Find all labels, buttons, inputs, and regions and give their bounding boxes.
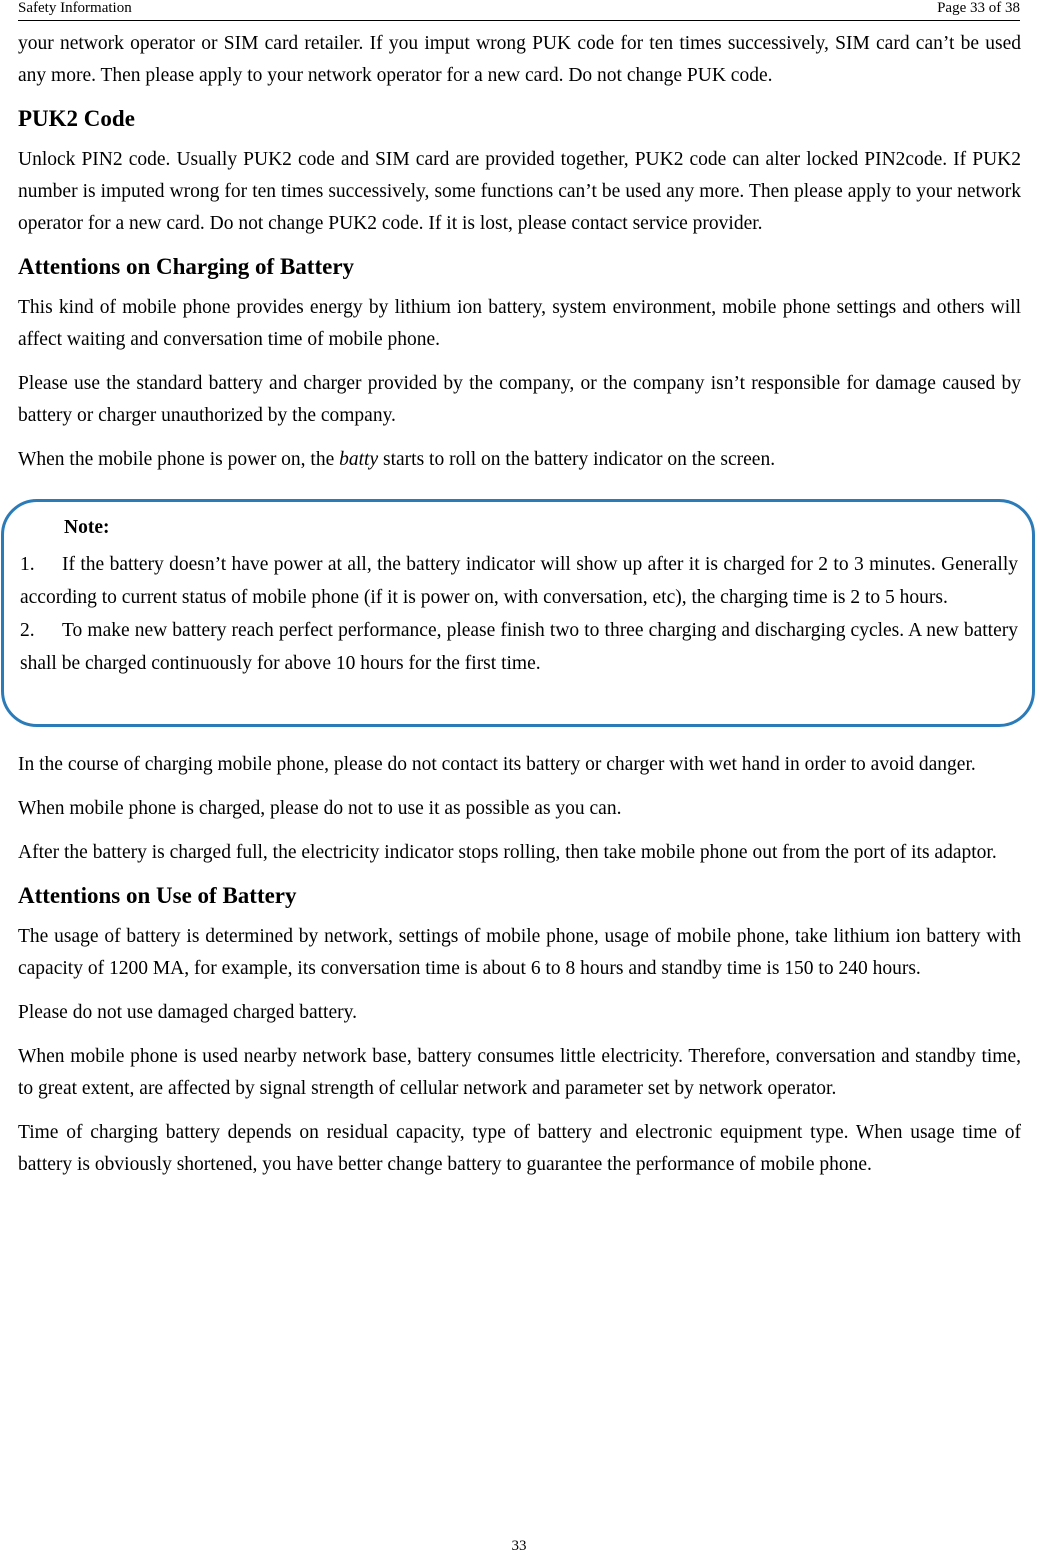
page-content	[18, 28, 1021, 1193]
paragraph-battery-usage: The usage of battery is determined by network, settings of mobile phone, usage of mobile phone, take lithium ion battery with capacity of 1200 MA, for example, its conversation time is about 6 to 8 hours and standby time is 150 to 240 hours.	[18, 926, 1021, 979]
paragraph-charging-time: Time of charging battery depends on residual capacity, type of battery and electronic equipment type. When usage time of battery is obviously shortened, you have better change battery to guarantee the performance of mobile phone.	[18, 1122, 1021, 1175]
note-box	[1, 499, 1035, 727]
note-item	[20, 548, 1018, 614]
page-header	[18, 0, 1020, 21]
paragraph-damaged-battery: Please do not use damaged charged battery.	[18, 1002, 357, 1023]
heading-use-battery: Attentions on Use of Battery	[18, 883, 297, 908]
note-item-number: 1.	[20, 554, 35, 575]
paragraph-puk-continued: your network operator or SIM card retailer. If you imput wrong PUK code for ten times successively, SIM card can’t be used any more. Then please apply to your network operator for a new card. Do not change PUK code.	[18, 33, 1021, 86]
paragraph-network-base: When mobile phone is used nearby network base, battery consumes little electricity. Therefore, conversation and standby time, to great extent, are affected by signal strength of cellular network and parameter set by network operator.	[18, 1046, 1021, 1099]
header-section-title: Safety Information	[18, 0, 132, 16]
page-number: 33	[511, 1538, 527, 1554]
heading-charging-battery: Attentions on Charging of Battery	[18, 254, 355, 279]
indicator-text-before: When the mobile phone is power on, the	[18, 449, 340, 470]
heading-puk2-code: PUK2 Code	[18, 106, 135, 131]
indicator-text-after: starts to roll on the battery indicator on the screen.	[378, 449, 776, 470]
note-item-text: If the battery doesn’t have power at all, the battery indicator will show up after it is charged for 2 to 3 minutes. Generally according to current status of mobile phone (if it is power on, with conversation, etc), the charging time is 2 to 5 hours.	[20, 554, 1018, 608]
paragraph-wet-hand: In the course of charging mobile phone, please do not contact its battery or charger with wet hand in order to avoid danger.	[18, 754, 976, 775]
paragraph-puk2: Unlock PIN2 code. Usually PUK2 code and SIM card are provided together, PUK2 code can alter locked PIN2code. If PUK2 number is imputed wrong for ten times successively, some functions can’t be used any more. Then please apply to your network operator for a new card. Do not change PUK2 code. If it is lost, please contact service provider.	[18, 149, 1021, 234]
paragraph-standard-charger: Please use the standard battery and charger provided by the company, or the company isn’t responsible for damage caused by battery or charger unauthorized by the company.	[18, 373, 1021, 426]
note-item	[20, 614, 1018, 680]
note-title: Note:	[64, 517, 110, 538]
paragraph-battery-indicator	[18, 444, 1021, 476]
note-item-number: 2.	[20, 620, 35, 641]
header-page-label: Page 33 of 38	[937, 0, 1020, 16]
note-item-text: To make new battery reach perfect performance, please finish two to three charging and discharging cycles. A new battery shall be charged continuously for above 10 hours for the first time.	[20, 620, 1018, 674]
paragraph-charged-full: After the battery is charged full, the electricity indicator stops rolling, then take mobile phone out from the port of its adaptor.	[18, 842, 997, 863]
paragraph-no-use-charging: When mobile phone is charged, please do not to use it as possible as you can.	[18, 798, 622, 819]
indicator-text-italic: batty	[339, 449, 379, 470]
paragraph-lithium-battery: This kind of mobile phone provides energy by lithium ion battery, system environment, mobile phone settings and others will affect waiting and conversation time of mobile phone.	[18, 297, 1021, 350]
